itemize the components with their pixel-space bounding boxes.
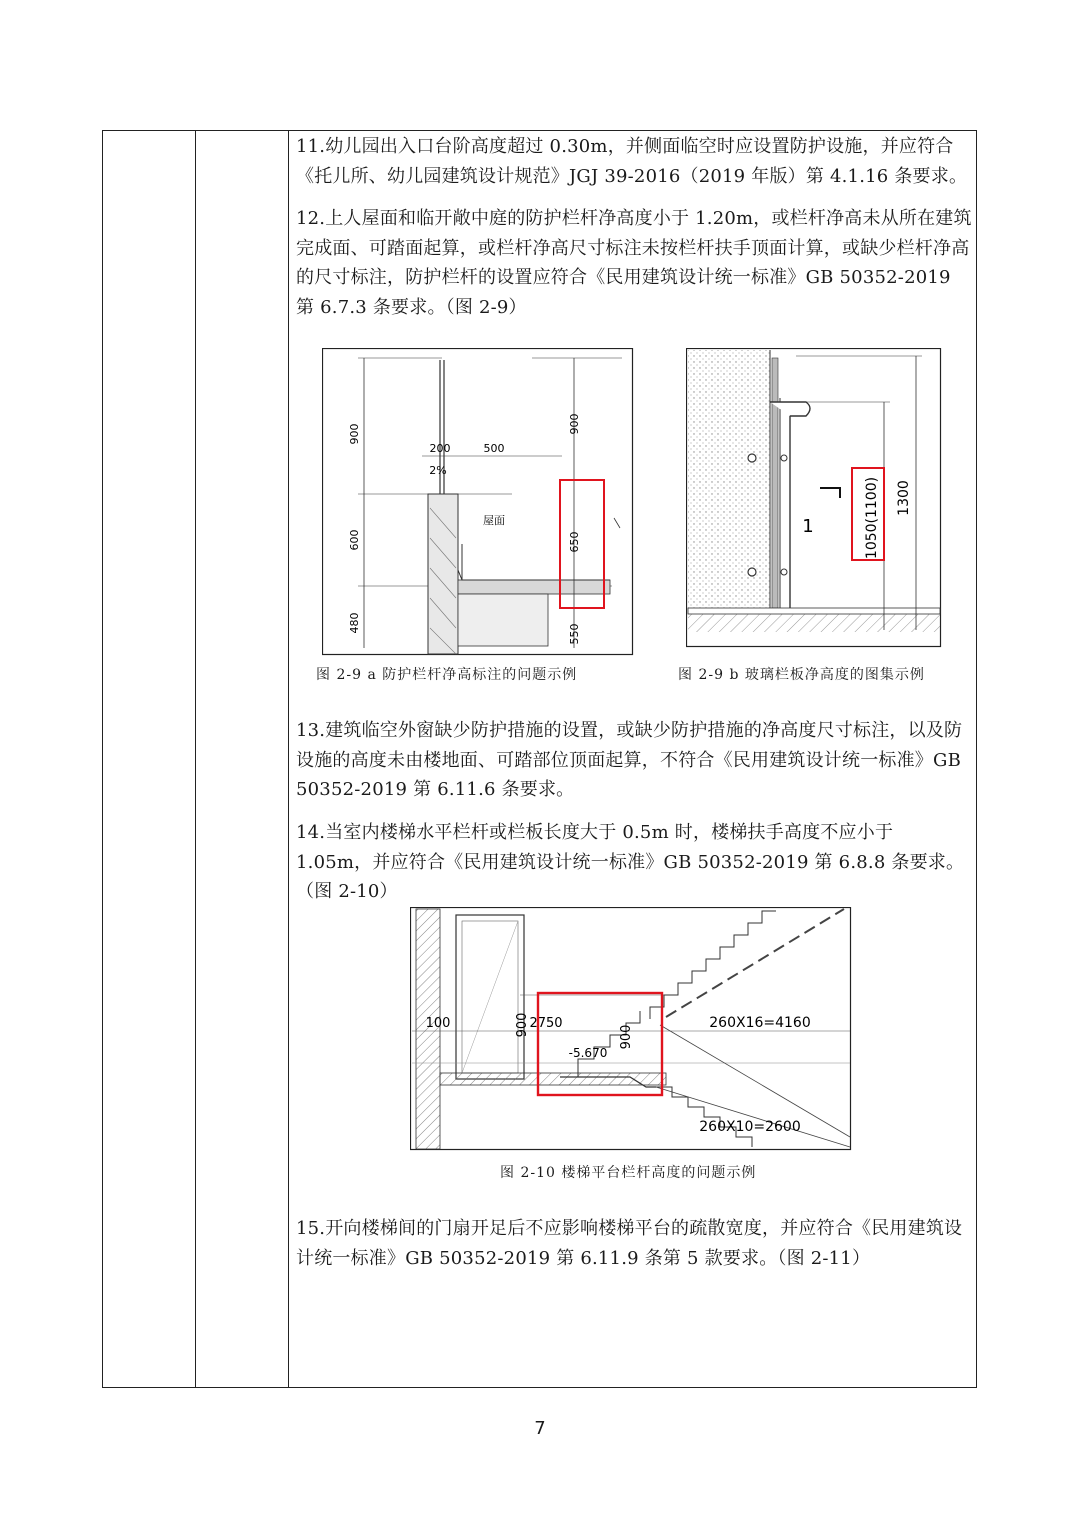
figure-2-10-stair-landing bbox=[410, 907, 852, 1151]
paragraph-item-11: 11.幼儿园出入口台阶高度超过 0.30m，并侧面临空时应设置防护设施，并应符合《托儿所、幼儿园建筑设计规范》JGJ 39-2016（2019 年版）第 4.1.16 条要求。 bbox=[296, 136, 968, 187]
dim-480: 480 bbox=[348, 612, 361, 634]
dim-500: 500 bbox=[483, 442, 505, 455]
dim-200: 200 bbox=[429, 442, 451, 455]
dim-600: 600 bbox=[348, 529, 361, 551]
figure-2-9b-glass-railing bbox=[686, 348, 942, 648]
paragraph-item-15: 15.开向楼梯间的门扇开足后不应影响楼梯平台的疏散宽度，并应符合《民用建筑设计统一标准》GB 50352-2019 第 6.11.9 条第 5 款要求。（图 2-11） bbox=[296, 1218, 963, 1269]
dim-260x16: 260X16=4160 bbox=[709, 1015, 811, 1031]
figure-2-9a-railing-section bbox=[322, 348, 634, 656]
figure-2-9b-caption: 图 2-9 b 玻璃栏板净高度的图集示例 bbox=[678, 667, 925, 683]
dim-900-left: 900 bbox=[515, 1012, 530, 1038]
dim-900-right: 900 bbox=[619, 1024, 634, 1050]
label-roof: 屋面 bbox=[483, 514, 505, 527]
dim-minus-5670: -5.670 bbox=[568, 1046, 608, 1060]
page-number: 7 bbox=[534, 1418, 546, 1439]
dim-650: 650 bbox=[568, 531, 581, 553]
label-1: 1 bbox=[802, 516, 814, 537]
dim-550: 550 bbox=[568, 623, 581, 645]
figure-2-10-caption: 图 2-10 楼梯平台栏杆高度的问题示例 bbox=[500, 1165, 757, 1181]
table-column-divider-1 bbox=[195, 131, 196, 1387]
paragraph-item-13: 13.建筑临空外窗缺少防护措施的设置，或缺少防护措施的净高度尺寸标注，以及防设施的高度未由楼地面、可踏部位顶面起算，不符合《民用建筑设计统一标准》GB 50352-2019 第 6.11.6 条要求。 bbox=[296, 720, 963, 800]
dim-1050-1100: 1050(1100) bbox=[864, 476, 880, 560]
dim-900-left: 900 bbox=[348, 423, 361, 445]
dim-260x10: 260X10=2600 bbox=[699, 1119, 801, 1135]
dim-100: 100 bbox=[425, 1016, 451, 1031]
paragraph-item-14: 14.当室内楼梯水平栏杆或栏板长度大于 0.5m 时，楼梯扶手高度不应小于 1.05m，并应符合《民用建筑设计统一标准》GB 50352-2019 第 6.8.8 条要求。（图 2-10） bbox=[296, 822, 965, 902]
dim-2750: 2750 bbox=[529, 1016, 563, 1031]
table-column-divider-2 bbox=[288, 131, 289, 1387]
paragraph-item-12: 12.上人屋面和临开敞中庭的防护栏杆净高度小于 1.20m，或栏杆净高未从所在建筑完成面、可踏面起算，或栏杆净高尺寸标注未按栏杆扶手顶面计算，或缺少栏杆净高的尺寸标注，防护栏杆的设置应符合《民用建筑设计统一标准》GB 50352-2019 第 6.7.3 条要求。（图 2-9） bbox=[296, 208, 972, 318]
dim-1300: 1300 bbox=[896, 480, 912, 516]
figure-2-9a-caption: 图 2-9 a 防护栏杆净高标注的问题示例 bbox=[316, 667, 578, 683]
dim-2-percent: 2% bbox=[429, 464, 447, 477]
dim-900-right: 900 bbox=[568, 413, 581, 435]
